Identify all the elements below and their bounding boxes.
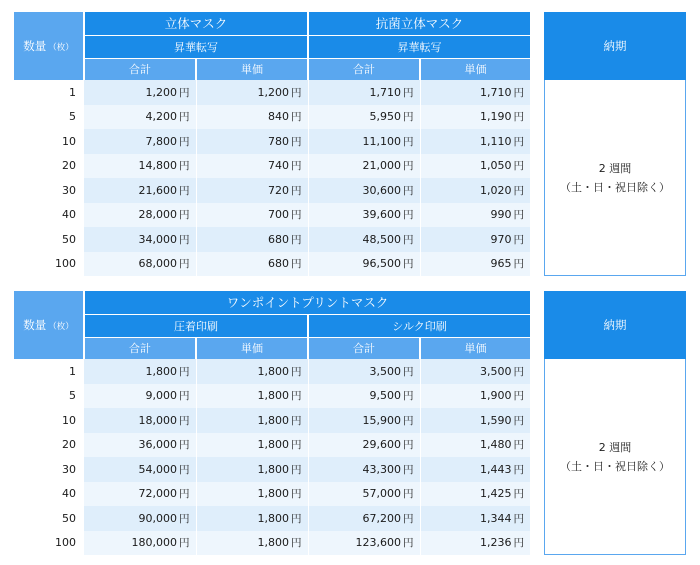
yen-unit: 円: [513, 439, 525, 452]
quantity-cell-value: 100: [55, 536, 76, 550]
total-price-cell: [308, 506, 420, 531]
total-price-cell: [84, 227, 196, 252]
yen-unit: 円: [513, 258, 525, 271]
unit-price-cell-value: 970: [490, 232, 512, 246]
yen-unit: 円: [291, 463, 302, 476]
yen-unit: 円: [513, 111, 525, 124]
column-header-unit: 単価: [196, 337, 308, 359]
total-price-cell: [308, 384, 420, 409]
total-price-cell: [84, 384, 196, 409]
quantity-cell-value: 40: [62, 208, 76, 222]
method-header-kokin: 昇華転写: [308, 35, 530, 58]
unit-price-cell: [196, 129, 308, 154]
total-price-cell-value: 43,300: [362, 462, 401, 476]
unit-price-cell: [196, 482, 308, 507]
delivery-period: 2 週間: [598, 440, 632, 454]
delivery-body: [544, 80, 686, 276]
yen-unit: 円: [291, 184, 302, 197]
yen-unit: 円: [513, 209, 525, 222]
total-price-cell-value: 72,000: [138, 487, 177, 501]
unit-price-cell-value: 1,344: [480, 511, 512, 525]
yen-unit: 円: [403, 233, 414, 246]
total-price-cell-value: 21,000: [362, 159, 402, 173]
total-price-cell-value: 39,600: [362, 208, 402, 222]
total-price-cell: [84, 105, 196, 130]
total-price-cell-value: 5,950: [369, 110, 402, 124]
total-price-cell: [84, 178, 196, 203]
total-price-cell-value: 54,000: [138, 462, 177, 476]
unit-price-cell-value: 780: [268, 134, 290, 148]
delivery-body: [544, 359, 686, 555]
quantity-cell-value: 5: [69, 110, 76, 124]
column-header-total: 合計: [84, 58, 196, 80]
yen-unit: 円: [291, 160, 302, 173]
quantity-cell-value: 20: [62, 159, 76, 173]
delivery-header: 納期: [544, 12, 686, 80]
yen-unit: 円: [513, 463, 525, 476]
total-price-cell-value: 57,000: [362, 487, 401, 501]
yen-unit: 円: [403, 258, 414, 271]
total-price-cell-value: 68,000: [138, 257, 177, 271]
unit-price-cell: [420, 384, 530, 409]
total-price-cell-value: 90,000: [138, 511, 177, 525]
yen-unit: 円: [291, 86, 302, 99]
table-row: [14, 252, 530, 277]
total-price-cell-value: 1,800: [145, 364, 177, 378]
method-header-silk: シルク印刷: [308, 314, 530, 337]
yen-unit: 円: [403, 512, 414, 525]
total-price-cell-value: 9,000: [145, 389, 177, 403]
yen-unit: 円: [291, 512, 302, 525]
table-row: [14, 227, 530, 252]
product-header-onepoint: ワンポイントプリントマスク: [84, 291, 530, 314]
yen-unit: 円: [403, 86, 414, 99]
unit-price-cell-value: 1,800: [257, 364, 289, 378]
quantity-cell-value: 30: [62, 183, 76, 197]
quantity-cell-value: 1: [69, 364, 76, 378]
table-row: [14, 482, 530, 507]
unit-price-cell: [196, 80, 308, 105]
unit-price-cell-value: 1,710: [480, 85, 512, 99]
yen-unit: 円: [179, 233, 190, 246]
quantity-cell: [14, 227, 84, 252]
unit-price-cell: [196, 408, 308, 433]
quantity-cell-value: 50: [62, 232, 76, 246]
total-price-cell: [84, 154, 196, 179]
unit-price-cell: [420, 80, 530, 105]
total-price-cell: [84, 506, 196, 531]
quantity-cell-value: 10: [62, 413, 76, 427]
table-row: [14, 531, 530, 556]
unit-price-cell-value: 1,443: [480, 462, 512, 476]
yen-unit: 円: [403, 160, 414, 173]
total-price-cell: [84, 203, 196, 228]
delivery-header: 納期: [544, 291, 686, 359]
quantity-cell-value: 20: [62, 438, 76, 452]
unit-price-cell: [420, 227, 530, 252]
method-header-rittai: 昇華転写: [84, 35, 308, 58]
yen-unit: 円: [403, 488, 414, 501]
total-price-cell: [308, 129, 420, 154]
total-price-cell: [84, 80, 196, 105]
column-header-unit: 単価: [196, 58, 308, 80]
product-header-rittai: 立体マスク: [84, 12, 308, 35]
table-row: [14, 433, 530, 458]
yen-unit: 円: [179, 439, 190, 452]
quantity-cell: [14, 359, 84, 384]
column-header-total: 合計: [84, 337, 196, 359]
quantity-header: [14, 12, 84, 80]
quantity-unit: （枚）: [48, 43, 74, 53]
unit-price-cell: [196, 359, 308, 384]
unit-price-cell: [196, 457, 308, 482]
yen-unit: 円: [513, 233, 525, 246]
unit-price-cell: [196, 203, 308, 228]
yen-unit: 円: [403, 365, 414, 378]
quantity-cell: [14, 433, 84, 458]
yen-unit: 円: [291, 537, 302, 550]
total-price-cell-value: 36,000: [138, 438, 177, 452]
table-row: [14, 359, 530, 384]
quantity-cell: [14, 80, 84, 105]
unit-price-cell-value: 1,425: [480, 487, 512, 501]
table-row: [14, 384, 530, 409]
unit-price-cell-value: 1,590: [480, 413, 512, 427]
total-price-cell: [84, 408, 196, 433]
product-header-kokin: 抗菌立体マスク: [308, 12, 530, 35]
unit-price-cell-value: 680: [268, 232, 290, 246]
unit-price-cell: [196, 531, 308, 556]
total-price-cell-value: 48,500: [362, 232, 402, 246]
unit-price-cell: [196, 506, 308, 531]
total-price-cell-value: 21,600: [138, 183, 177, 197]
unit-price-cell-value: 1,800: [257, 413, 289, 427]
quantity-cell-value: 40: [62, 487, 76, 501]
price-block-masks: [14, 12, 686, 276]
column-header-total: 合計: [308, 337, 420, 359]
quantity-label: 数量: [23, 39, 47, 53]
table-row: [14, 105, 530, 130]
total-price-cell: [84, 482, 196, 507]
total-price-cell: [308, 433, 420, 458]
price-table-masks: [14, 12, 530, 276]
price-block-onepoint: [14, 291, 686, 555]
total-price-cell-value: 18,000: [138, 413, 177, 427]
unit-price-cell-value: 1,480: [480, 438, 512, 452]
method-header-press: 圧着印刷: [84, 314, 308, 337]
yen-unit: 円: [403, 439, 414, 452]
quantity-cell: [14, 482, 84, 507]
table-row: [14, 154, 530, 179]
yen-unit: 円: [403, 390, 414, 403]
quantity-cell: [14, 531, 84, 556]
table-row: [14, 457, 530, 482]
unit-price-cell-value: 1,800: [257, 462, 289, 476]
yen-unit: 円: [179, 209, 190, 222]
delivery-note: （土・日・祝日除く）: [560, 459, 670, 473]
price-table-onepoint: [14, 291, 530, 555]
unit-price-cell: [420, 457, 530, 482]
total-price-cell: [308, 359, 420, 384]
yen-unit: 円: [179, 463, 190, 476]
total-price-cell-value: 11,100: [362, 134, 402, 148]
yen-unit: 円: [291, 111, 302, 124]
total-price-cell: [308, 457, 420, 482]
total-price-cell: [84, 531, 196, 556]
unit-price-cell-value: 1,800: [257, 487, 289, 501]
unit-price-cell-value: 700: [268, 208, 290, 222]
yen-unit: 円: [291, 365, 302, 378]
yen-unit: 円: [403, 463, 414, 476]
total-price-cell-value: 4,200: [145, 110, 177, 124]
total-price-cell-value: 3,500: [369, 364, 401, 378]
yen-unit: 円: [179, 414, 190, 427]
yen-unit: 円: [513, 135, 525, 148]
unit-price-cell: [420, 129, 530, 154]
quantity-cell: [14, 252, 84, 277]
yen-unit: 円: [513, 160, 525, 173]
total-price-cell-value: 14,800: [138, 159, 177, 173]
yen-unit: 円: [179, 111, 190, 124]
total-price-cell-value: 9,500: [369, 389, 401, 403]
unit-price-cell: [196, 227, 308, 252]
unit-price-cell: [196, 105, 308, 130]
unit-price-cell-value: 990: [490, 208, 512, 222]
yen-unit: 円: [291, 258, 302, 271]
quantity-cell-value: 30: [62, 462, 76, 476]
quantity-cell: [14, 178, 84, 203]
unit-price-cell: [420, 359, 530, 384]
yen-unit: 円: [179, 160, 190, 173]
unit-price-cell-value: 1,800: [257, 536, 289, 550]
table-row: [14, 203, 530, 228]
yen-unit: 円: [513, 86, 525, 99]
unit-price-cell-value: 1,190: [480, 110, 512, 124]
total-price-cell-value: 15,900: [362, 413, 401, 427]
yen-unit: 円: [291, 414, 302, 427]
total-price-cell: [308, 252, 420, 277]
quantity-cell: [14, 457, 84, 482]
yen-unit: 円: [291, 439, 302, 452]
unit-price-cell: [420, 482, 530, 507]
unit-price-cell-value: 720: [268, 183, 290, 197]
quantity-cell: [14, 129, 84, 154]
unit-price-cell: [420, 252, 530, 277]
unit-price-cell-value: 740: [268, 159, 290, 173]
unit-price-cell-value: 1,236: [480, 536, 512, 550]
yen-unit: 円: [291, 390, 302, 403]
unit-price-cell: [420, 531, 530, 556]
quantity-cell-value: 1: [69, 85, 76, 99]
unit-price-cell: [420, 506, 530, 531]
unit-price-cell-value: 680: [268, 257, 290, 271]
quantity-cell: [14, 408, 84, 433]
unit-price-cell-value: 1,050: [480, 159, 512, 173]
quantity-unit: （枚）: [48, 322, 74, 332]
yen-unit: 円: [513, 365, 525, 378]
total-price-cell-value: 28,000: [138, 208, 177, 222]
yen-unit: 円: [513, 390, 525, 403]
yen-unit: 円: [291, 488, 302, 501]
total-price-cell: [308, 178, 420, 203]
yen-unit: 円: [403, 209, 414, 222]
delivery-period: 2 週間: [598, 161, 632, 175]
table-row: [14, 80, 530, 105]
unit-price-cell: [196, 252, 308, 277]
unit-price-cell-value: 965: [490, 257, 512, 271]
unit-price-cell-value: 1,020: [480, 183, 512, 197]
yen-unit: 円: [403, 184, 414, 197]
total-price-cell-value: 67,200: [362, 511, 401, 525]
unit-price-cell: [420, 408, 530, 433]
yen-unit: 円: [179, 365, 190, 378]
total-price-cell: [84, 457, 196, 482]
unit-price-cell-value: 840: [268, 110, 290, 124]
quantity-cell-value: 10: [62, 134, 76, 148]
yen-unit: 円: [513, 414, 525, 427]
quantity-cell-value: 50: [62, 511, 76, 525]
total-price-cell-value: 123,600: [355, 536, 401, 550]
total-price-cell: [84, 433, 196, 458]
unit-price-cell-value: 1,800: [257, 438, 289, 452]
quantity-header: [14, 291, 84, 359]
yen-unit: 円: [179, 537, 190, 550]
delivery-panel: [544, 12, 686, 276]
yen-unit: 円: [513, 512, 525, 525]
total-price-cell-value: 1,710: [369, 85, 402, 99]
total-price-cell: [308, 531, 420, 556]
total-price-cell-value: 34,000: [138, 232, 177, 246]
yen-unit: 円: [513, 537, 525, 550]
yen-unit: 円: [513, 488, 525, 501]
total-price-cell: [308, 105, 420, 130]
column-header-unit: 単価: [420, 58, 530, 80]
unit-price-cell: [196, 154, 308, 179]
column-header-total: 合計: [308, 58, 420, 80]
total-price-cell-value: 29,600: [362, 438, 401, 452]
total-price-cell: [308, 408, 420, 433]
yen-unit: 円: [179, 390, 190, 403]
unit-price-cell: [420, 433, 530, 458]
column-header-unit: 単価: [420, 337, 530, 359]
unit-price-cell: [420, 203, 530, 228]
total-price-cell-value: 30,600: [362, 183, 402, 197]
quantity-cell: [14, 105, 84, 130]
total-price-cell: [308, 203, 420, 228]
total-price-cell: [308, 482, 420, 507]
total-price-cell-value: 7,800: [145, 134, 177, 148]
total-price-cell: [308, 154, 420, 179]
total-price-cell: [308, 227, 420, 252]
yen-unit: 円: [291, 135, 302, 148]
unit-price-cell-value: 1,200: [257, 85, 290, 99]
yen-unit: 円: [179, 258, 190, 271]
table-row: [14, 178, 530, 203]
yen-unit: 円: [403, 135, 414, 148]
total-price-cell: [308, 80, 420, 105]
yen-unit: 円: [291, 233, 302, 246]
total-price-cell-value: 180,000: [131, 536, 177, 550]
table-row: [14, 408, 530, 433]
delivery-panel: [544, 291, 686, 555]
unit-price-cell-value: 3,500: [480, 364, 512, 378]
yen-unit: 円: [403, 414, 414, 427]
unit-price-cell-value: 1,800: [257, 511, 289, 525]
yen-unit: 円: [403, 111, 414, 124]
yen-unit: 円: [179, 184, 190, 197]
unit-price-cell: [196, 433, 308, 458]
total-price-cell: [84, 359, 196, 384]
yen-unit: 円: [179, 512, 190, 525]
unit-price-cell-value: 1,110: [480, 134, 512, 148]
yen-unit: 円: [291, 209, 302, 222]
unit-price-cell: [420, 178, 530, 203]
unit-price-cell: [196, 178, 308, 203]
table-row: [14, 129, 530, 154]
delivery-note: （土・日・祝日除く）: [560, 180, 670, 194]
unit-price-cell-value: 1,800: [257, 389, 289, 403]
quantity-cell: [14, 154, 84, 179]
total-price-cell: [84, 129, 196, 154]
quantity-cell: [14, 203, 84, 228]
yen-unit: 円: [179, 488, 190, 501]
table-row: [14, 506, 530, 531]
unit-price-cell: [196, 384, 308, 409]
quantity-label: 数量: [23, 318, 47, 332]
quantity-cell: [14, 506, 84, 531]
total-price-cell-value: 1,200: [145, 85, 177, 99]
yen-unit: 円: [513, 184, 525, 197]
yen-unit: 円: [179, 135, 190, 148]
unit-price-cell: [420, 154, 530, 179]
quantity-cell-value: 100: [55, 257, 76, 271]
unit-price-cell-value: 1,900: [480, 389, 512, 403]
yen-unit: 円: [179, 86, 190, 99]
total-price-cell-value: 96,500: [362, 257, 402, 271]
quantity-cell: [14, 384, 84, 409]
yen-unit: 円: [403, 537, 414, 550]
total-price-cell: [84, 252, 196, 277]
quantity-cell-value: 5: [69, 389, 76, 403]
unit-price-cell: [420, 105, 530, 130]
